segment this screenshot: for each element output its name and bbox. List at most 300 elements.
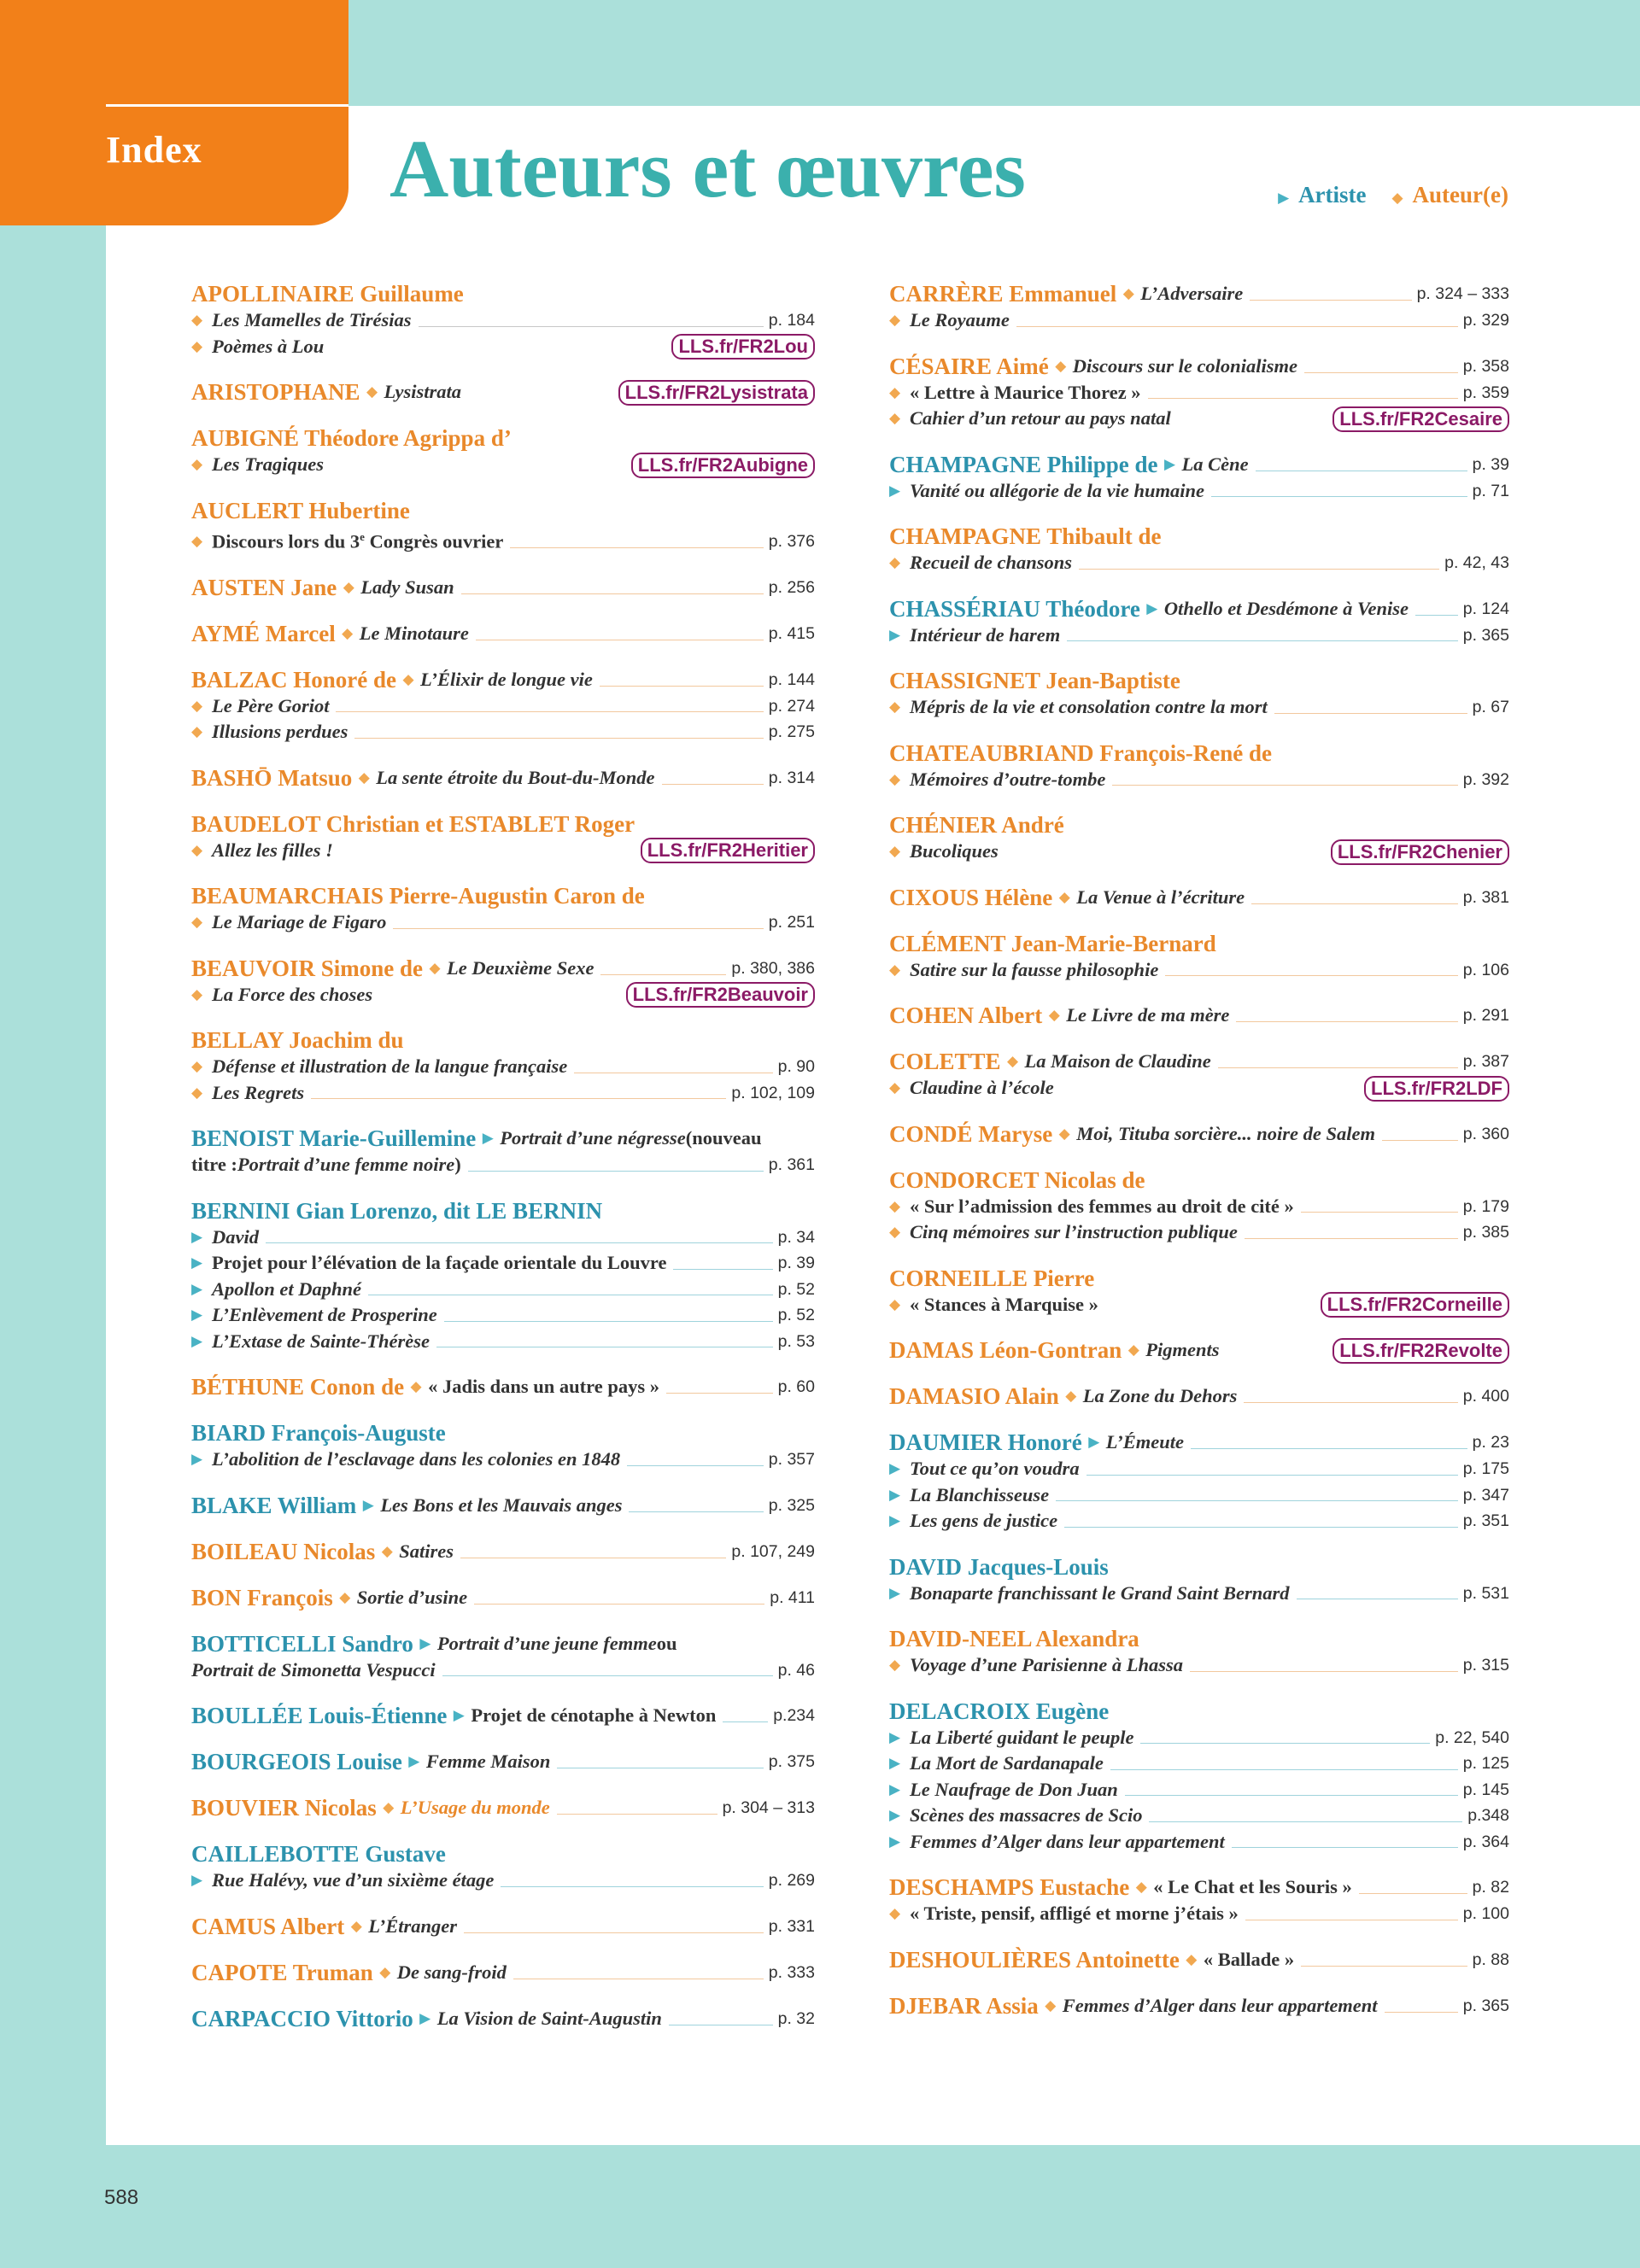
page-ref: p. 381 <box>1462 887 1509 907</box>
lls-link[interactable]: LLS.fr/FR2Heritier <box>641 838 815 863</box>
diamond-icon: ◆ <box>191 841 203 858</box>
artist-name: CHASSÉRIAU Théodore <box>889 595 1140 622</box>
diamond-icon: ◆ <box>889 770 901 787</box>
page-ref: p. 376 <box>768 532 815 551</box>
page-ref: p. 32 <box>777 2008 815 2028</box>
work-title: L’abolition de l’esclavage dans les colonies en 1848 <box>212 1448 621 1470</box>
triangle-icon: ▶ <box>889 1486 901 1503</box>
index-entry <box>889 1265 1509 1318</box>
triangle-icon: ▶ <box>362 1496 374 1513</box>
page-ref: p. 22, 540 <box>1435 1727 1509 1747</box>
page-ref: p. 251 <box>768 913 815 932</box>
triangle-icon: ▶ <box>408 1753 420 1769</box>
work-title: Les Tragiques <box>212 453 325 475</box>
diamond-icon: ◆ <box>1048 1007 1060 1023</box>
lls-link[interactable]: LLS.fr/FR2Revolte <box>1332 1338 1509 1364</box>
author-name: AUCLERT Hubertine <box>191 497 410 523</box>
triangle-icon: ▶ <box>1146 599 1158 617</box>
index-entry <box>889 1992 1509 2020</box>
index-entry: BOTTICELLI Sandro ▶ Portrait d’une jeune femme ou Portrait de Simonetta Vespucci p. 46 <box>191 1630 815 1684</box>
index-entry <box>191 1373 815 1400</box>
page-ref: p. 333 <box>768 1962 815 1982</box>
index-entry <box>889 1625 1509 1679</box>
artist-name: BERNINI Gian Lorenzo, dit LE BERNIN <box>191 1197 603 1224</box>
page-ref: p. 411 <box>770 1587 815 1607</box>
index-entry <box>889 451 1509 505</box>
author-name: AUBIGNÉ Théodore Agrippa d’ <box>191 425 512 451</box>
page-ref: p. 324 – 333 <box>1416 284 1509 303</box>
diamond-icon: ◆ <box>339 1588 351 1605</box>
page-ref: p. 365 <box>1462 625 1509 645</box>
index-entry <box>889 1166 1509 1246</box>
diamond-icon: ◆ <box>342 624 354 641</box>
page-ref: p. 34 <box>777 1227 815 1247</box>
index-entry <box>191 955 815 1008</box>
diamond-icon: ◆ <box>191 533 203 549</box>
diamond-icon: ◆ <box>889 554 901 570</box>
work-title: Pigments <box>1145 1339 1220 1360</box>
index-entry <box>889 930 1509 984</box>
page-ref: p. 400 <box>1462 1387 1509 1406</box>
work-title: Intérieur de harem <box>910 623 1061 646</box>
diamond-icon: ◆ <box>191 914 203 930</box>
triangle-icon: ▶ <box>889 1584 901 1601</box>
triangle-icon: ▶ <box>889 1755 901 1771</box>
diamond-icon: ◆ <box>889 1079 901 1096</box>
author-name: CARRÈRE Emmanuel <box>889 281 1117 307</box>
triangle-icon: ▶ <box>191 1228 203 1245</box>
lls-link[interactable]: LLS.fr/FR2Beauvoir <box>626 982 815 1008</box>
diamond-icon: ◆ <box>379 1963 391 1980</box>
index-entry <box>889 1873 1509 1927</box>
work-title: L’Enlèvement de Prosperine <box>212 1304 437 1325</box>
diamond-icon: ◆ <box>429 959 441 976</box>
tab-rule <box>106 104 348 107</box>
triangle-icon: ▶ <box>453 1707 465 1723</box>
work-title: David <box>212 1225 259 1248</box>
page-ref: p. 375 <box>768 1752 815 1771</box>
page-ref: p. 385 <box>1462 1223 1509 1242</box>
index-entry <box>889 1429 1509 1534</box>
diamond-icon: ◆ <box>1045 1996 1057 2014</box>
index-entry <box>191 280 815 359</box>
index-entry <box>889 1553 1509 1607</box>
work-title: Sortie d’usine <box>356 1586 468 1608</box>
page-ref: p. 82 <box>1472 1878 1509 1897</box>
work-title: Les Mamelles de Tirésias <box>212 309 412 330</box>
work-title: La Cène <box>1181 453 1249 475</box>
author-name: BALZAC Honoré de <box>191 666 397 693</box>
page-ref: p. 274 <box>768 696 815 716</box>
triangle-icon: ▶ <box>889 1512 901 1529</box>
index-entry <box>191 2005 815 2032</box>
page-ref: p. 357 <box>768 1450 815 1469</box>
page-ref: p. 39 <box>1472 454 1509 474</box>
index-entry <box>191 1584 815 1611</box>
page-ref: p. 60 <box>777 1377 815 1396</box>
author-name: DAMAS Léon-Gontran <box>889 1337 1122 1363</box>
page-ref: p. 125 <box>1462 1754 1509 1773</box>
diamond-icon: ◆ <box>191 1084 203 1101</box>
page-ref: p. 107, 249 <box>731 1541 815 1561</box>
triangle-icon: ▶ <box>191 1872 203 1888</box>
work-title: Portrait d’une femme noire <box>237 1154 455 1175</box>
triangle-icon: ▶ <box>889 1833 901 1850</box>
work-title: Scènes des massacres de Scio <box>910 1804 1143 1826</box>
page-ref: p. 53 <box>777 1331 815 1351</box>
author-name: CORNEILLE Pierre <box>889 1265 1095 1291</box>
work-title: Discours sur le colonialisme <box>1072 354 1297 377</box>
work-title: La Blanchisseuse <box>910 1483 1050 1505</box>
work-title: Le Deuxième Sexe <box>447 956 594 979</box>
author-name: CÉSAIRE Aimé <box>889 353 1049 379</box>
artist-name: BOTTICELLI Sandro <box>191 1630 413 1657</box>
lls-link[interactable]: LLS.fr/FR2Aubigne <box>631 453 815 478</box>
diamond-icon: ◆ <box>1055 357 1067 374</box>
diamond-icon: ◆ <box>1007 1053 1019 1069</box>
work-title: L’Étranger <box>368 1914 458 1937</box>
index-entry <box>889 884 1509 911</box>
work-title: Projet pour l’élévation de la façade orientale du Louvre <box>212 1252 667 1273</box>
work-title: Femmes d’Alger dans leur appartement <box>910 1830 1225 1852</box>
artist-name: CARPACCIO Vittorio <box>191 2005 413 2031</box>
lls-link[interactable]: LLS.fr/FR2LDF <box>1364 1076 1509 1102</box>
diamond-icon: ◆ <box>889 410 901 426</box>
page-ref: p. 23 <box>1472 1433 1509 1452</box>
triangle-icon: ▶ <box>1088 1434 1100 1450</box>
triangle-icon: ▶ <box>482 1130 494 1146</box>
index-entry <box>889 1048 1509 1102</box>
index-entry <box>191 574 815 601</box>
author-name: CAPOTE Truman <box>191 1959 373 1985</box>
page-ref: p. 325 <box>768 1495 815 1515</box>
index-entry <box>191 424 815 478</box>
author-name: BASHŌ Matsuo <box>191 764 353 791</box>
diamond-icon: ◆ <box>1122 285 1134 301</box>
page-ref: p. 90 <box>777 1057 815 1076</box>
author-name: CONDORCET Nicolas de <box>889 1166 1145 1193</box>
index-entry <box>889 1382 1509 1410</box>
author-name: BEAUMARCHAIS Pierre-Augustin Caron de <box>191 883 645 909</box>
index-entry <box>889 280 1509 334</box>
author-name: DESHOULIÈRES Antoinette <box>889 1946 1180 1973</box>
work-title: La Vision de Saint-Augustin <box>436 2007 662 2029</box>
work-title: Illusions perdues <box>212 721 348 742</box>
diamond-icon: ◆ <box>191 337 203 354</box>
triangle-icon: ▶ <box>191 1280 203 1297</box>
work-title: Les Bons et les Mauvais anges <box>380 1493 623 1516</box>
index-entry <box>889 523 1509 576</box>
author-name: CHÉNIER André <box>889 812 1064 838</box>
artist-name: BLAKE William <box>191 1492 357 1518</box>
artist-name: CHAMPAGNE Philippe de <box>889 451 1158 477</box>
work-title: Rue Halévy, vue d’un sixième étage <box>212 1869 495 1891</box>
work-title: Mépris de la vie et consolation contre la mort <box>910 696 1268 717</box>
page-ref: p. 315 <box>1462 1656 1509 1675</box>
page-ref: p. 380, 386 <box>731 958 815 978</box>
author-name: CLÉMENT Jean-Marie-Bernard <box>889 930 1216 956</box>
diamond-icon: ◆ <box>889 1905 901 1921</box>
work-title: Portrait d’une négresse <box>500 1127 686 1149</box>
triangle-icon: ▶ <box>419 2009 431 2026</box>
work-title: L’Émeute <box>1105 1431 1184 1453</box>
page-ref: p. 291 <box>1462 1006 1509 1025</box>
index-entry <box>889 667 1509 721</box>
author-name: BÉTHUNE Conon de <box>191 1374 405 1400</box>
work-title: Le Naufrage de Don Juan <box>910 1778 1118 1800</box>
triangle-icon: ▶ <box>191 1306 203 1323</box>
index-entry <box>191 1702 815 1729</box>
work-title: Les Regrets <box>212 1081 305 1103</box>
work-title: La Force des choses <box>212 983 373 1005</box>
diamond-icon: ◆ <box>343 578 354 595</box>
diamond-icon: ◆ <box>402 670 414 687</box>
page-ref: p. 42, 43 <box>1444 553 1509 572</box>
index-entry <box>191 1197 815 1355</box>
work-title: Recueil de chansons <box>910 552 1073 573</box>
page-ref: p. 39 <box>777 1254 815 1272</box>
page-ref: p. 275 <box>768 722 815 741</box>
lls-link[interactable]: LLS.fr/FR2Lou <box>671 334 815 359</box>
legend-artist: ▶ Artiste <box>1278 182 1367 208</box>
page-number: 588 <box>104 2186 139 2209</box>
page-ref: p. 359 <box>1462 383 1509 402</box>
diamond-icon: ◆ <box>191 985 203 1002</box>
work-title: Lady Susan <box>360 576 454 598</box>
lls-link[interactable]: LLS.fr/FR2Chenier <box>1331 839 1509 865</box>
index-entry <box>889 595 1509 649</box>
work-title: « Jadis dans un autre pays » <box>428 1376 660 1397</box>
diamond-icon: ◆ <box>1128 1342 1139 1358</box>
diamond-icon: ◆ <box>350 1917 362 1934</box>
diamond-icon: ◆ <box>410 1378 422 1394</box>
work-title: Projet de cénotaphe à Newton <box>471 1704 717 1726</box>
work-title: Portrait d’une jeune femme <box>436 1632 657 1654</box>
diamond-icon: ◆ <box>889 383 901 400</box>
diamond-icon: ◆ <box>889 1295 901 1312</box>
index-entry <box>191 666 815 745</box>
work-title: Voyage d’une Parisienne à Lhassa <box>910 1654 1184 1675</box>
author-name: DESCHAMPS Eustache <box>889 1874 1130 1900</box>
index-entry <box>191 1538 815 1565</box>
work-title: Bonaparte franchissant le Grand Saint Bernard <box>910 1581 1290 1604</box>
page-ref: p. 52 <box>777 1279 815 1299</box>
author-name: AYMÉ Marcel <box>191 620 336 646</box>
index-entry <box>889 739 1509 793</box>
page-ref: p. 67 <box>1472 698 1509 716</box>
index-entry <box>889 1336 1509 1364</box>
work-title: Femme Maison <box>425 1751 551 1772</box>
author-name: BELLAY Joachim du <box>191 1027 404 1053</box>
diamond-icon: ◆ <box>191 697 203 714</box>
index-entry <box>889 1002 1509 1029</box>
work-title: Discours lors du 3e Congrès ouvrier <box>212 529 504 552</box>
work-title: « Le Chat et les Souris » <box>1153 1876 1352 1897</box>
work-title: La Mort de Sardanapale <box>910 1752 1104 1774</box>
diamond-icon: ◆ <box>889 699 901 715</box>
work-title: Portrait de Simonetta Vespucci <box>191 1658 436 1681</box>
diamond-icon: ◆ <box>366 383 378 400</box>
index-entry <box>191 1492 815 1519</box>
page-ref: p. 351 <box>1462 1511 1509 1530</box>
author-name: BOUVIER Nicolas <box>191 1795 377 1821</box>
page-ref: p. 71 <box>1472 481 1509 500</box>
artist-name: BIARD François-Auguste <box>191 1420 446 1446</box>
work-title: La Venue à l’écriture <box>1076 886 1245 908</box>
page-ref: p. 361 <box>768 1155 815 1174</box>
index-entry: BENOIST Marie-Guillemine ▶ Portrait d’une négresse (nouveau titre : Portrait d’une femme noire ) p. 361 <box>191 1125 815 1178</box>
page-ref: p. 102, 109 <box>731 1083 815 1102</box>
work-title: Le Livre de ma mère <box>1066 1004 1230 1026</box>
diamond-icon: ◆ <box>191 312 203 328</box>
index-entry <box>191 1840 815 1894</box>
page-ref: p. 88 <box>1472 1949 1509 1969</box>
work-title: Poèmes à Lou <box>212 335 325 357</box>
author-name: CHATEAUBRIAND François-René de <box>889 739 1272 766</box>
diamond-icon: ◆ <box>889 1197 901 1214</box>
index-entry <box>191 497 815 555</box>
work-title: Les gens de justice <box>910 1510 1058 1531</box>
triangle-icon: ▶ <box>191 1254 203 1271</box>
work-title: Défense et illustration de la langue française <box>212 1055 568 1077</box>
author-name: BON François <box>191 1584 333 1610</box>
index-entry <box>191 1913 815 1940</box>
page-ref: p. 358 <box>1462 356 1509 376</box>
page-ref: p. 100 <box>1462 1904 1509 1923</box>
author-name: CONDÉ Maryse <box>889 1120 1053 1147</box>
lls-link[interactable]: LLS.fr/FR2Lysistrata <box>618 380 815 406</box>
diamond-icon: ◆ <box>889 1657 901 1673</box>
diamond-icon: ◆ <box>1135 1879 1147 1895</box>
author-name: DAVID-NEEL Alexandra <box>889 1626 1139 1651</box>
author-name: DJEBAR Assia <box>889 1992 1039 2019</box>
work-title: « Sur l’admission des femmes au droit de cité » <box>910 1195 1294 1217</box>
page-ref: p. 269 <box>768 1871 815 1890</box>
artist-name: BENOIST Marie-Guillemine <box>191 1125 477 1151</box>
author-name: DAMASIO Alain <box>889 1383 1059 1409</box>
page-ref: p. 52 <box>777 1306 815 1324</box>
page-ref: p. 256 <box>768 577 815 597</box>
page-ref: p. 124 <box>1462 599 1509 618</box>
page-ref: p. 46 <box>777 1660 815 1680</box>
page-ref: p. 304 – 313 <box>722 1798 815 1817</box>
author-name: AUSTEN Jane <box>191 574 337 600</box>
lls-link[interactable]: LLS.fr/FR2Cesaire <box>1332 406 1509 432</box>
triangle-icon: ▶ <box>191 1332 203 1349</box>
work-title: Le Royaume <box>910 309 1010 330</box>
work-title: Apollon et Daphné <box>212 1277 362 1300</box>
work-title: « Lettre à Maurice Thorez » <box>910 381 1141 403</box>
work-title: Claudine à l’école <box>910 1077 1054 1098</box>
page-ref: p.234 <box>773 1706 815 1725</box>
work-title: La Maison de Claudine <box>1024 1050 1211 1072</box>
page-ref: p. 144 <box>768 669 815 689</box>
diamond-icon: ◆ <box>358 769 370 786</box>
author-name: BAUDELOT Christian et ESTABLET Roger <box>191 810 636 837</box>
work-title: « Ballade » <box>1203 1948 1295 1970</box>
work-title: Othello et Desdémone à Venise <box>1163 597 1409 619</box>
triangle-icon: ▶ <box>889 626 901 643</box>
index-entry <box>889 1946 1509 1973</box>
artist-name: BOULLÉE Louis-Étienne <box>191 1703 448 1728</box>
page-ref: p. 360 <box>1462 1124 1509 1143</box>
author-name: COLETTE <box>889 1049 1001 1074</box>
page-ref: p. 106 <box>1462 960 1509 979</box>
diamond-icon: ◆ <box>889 843 901 859</box>
triangle-icon: ▶ <box>191 1451 203 1467</box>
index-entry <box>191 1748 815 1775</box>
diamond-icon: ◆ <box>191 456 203 472</box>
page-ref: p. 364 <box>1462 1832 1509 1851</box>
artist-name: DELACROIX Eugène <box>889 1698 1110 1724</box>
page-ref: p. 347 <box>1462 1485 1509 1505</box>
diamond-icon: ◆ <box>191 723 203 739</box>
index-entry <box>191 764 815 792</box>
diamond-icon: ◆ <box>191 1058 203 1074</box>
work-title: Tout ce qu’on voudra <box>910 1458 1080 1479</box>
work-title: Satire sur la fausse philosophie <box>910 958 1159 980</box>
work-title: Cinq mémoires sur l’instruction publique <box>910 1221 1238 1242</box>
work-title: L’Extase de Sainte-Thérèse <box>212 1330 430 1352</box>
work-title: Lysistrata <box>384 381 461 402</box>
index-entry <box>889 353 1509 432</box>
legend-author: ◆ Auteur(e) <box>1391 182 1508 208</box>
legend <box>1278 182 1508 208</box>
triangle-icon: ▶ <box>1278 190 1290 206</box>
work-title: L’Usage du monde <box>400 1797 550 1818</box>
artist-name: BOURGEOIS Louise <box>191 1749 402 1774</box>
work-title: « Stances à Marquise » <box>910 1293 1098 1315</box>
index-entry <box>191 810 815 864</box>
author-name: APOLLINAIRE Guillaume <box>191 281 464 307</box>
triangle-icon: ▶ <box>889 1460 901 1476</box>
page-ref: p. 531 <box>1462 1583 1509 1603</box>
lls-link[interactable]: LLS.fr/FR2Corneille <box>1321 1292 1509 1318</box>
triangle-icon: ▶ <box>889 1807 901 1823</box>
author-name: COHEN Albert <box>889 1002 1043 1028</box>
work-title: Le Mariage de Figaro <box>212 911 387 932</box>
index-column-right <box>889 280 1509 2038</box>
page-ref: p. 365 <box>1462 1996 1509 2015</box>
triangle-icon: ▶ <box>889 1780 901 1797</box>
author-name: CHAMPAGNE Thibault de <box>889 523 1162 549</box>
page-ref: p. 331 <box>768 1916 815 1936</box>
index-tab <box>0 0 348 225</box>
diamond-icon: ◆ <box>383 1799 395 1815</box>
page-ref: p. 179 <box>1462 1196 1509 1216</box>
diamond-icon: ◆ <box>1186 1950 1198 1967</box>
author-name: BEAUVOIR Simone de <box>191 955 423 981</box>
author-name: CAMUS Albert <box>191 1913 345 1939</box>
work-title: Mémoires d’outre-tombe <box>910 768 1106 790</box>
artist-name: CAILLEBOTTE Gustave <box>191 1841 446 1867</box>
index-entry <box>191 620 815 647</box>
page-ref: p. 314 <box>768 768 815 787</box>
triangle-icon: ▶ <box>889 482 901 499</box>
work-title: La sente étroite du Bout-du-Monde <box>376 766 655 788</box>
index-column-left <box>191 280 815 2051</box>
work-title: Bucoliques <box>910 840 999 862</box>
work-title: « Triste, pensif, affligé et morne j’étais » <box>910 1903 1239 1924</box>
work-title: Le Père Goriot <box>212 694 330 716</box>
artist-name: DAVID Jacques-Louis <box>889 1553 1109 1580</box>
work-title: Le Minotaure <box>359 622 469 644</box>
index-entry <box>191 1026 815 1106</box>
index-entry <box>889 1120 1509 1148</box>
index-entry <box>889 1698 1509 1856</box>
diamond-icon: ◆ <box>1058 888 1070 905</box>
index-entry <box>191 1959 815 1986</box>
